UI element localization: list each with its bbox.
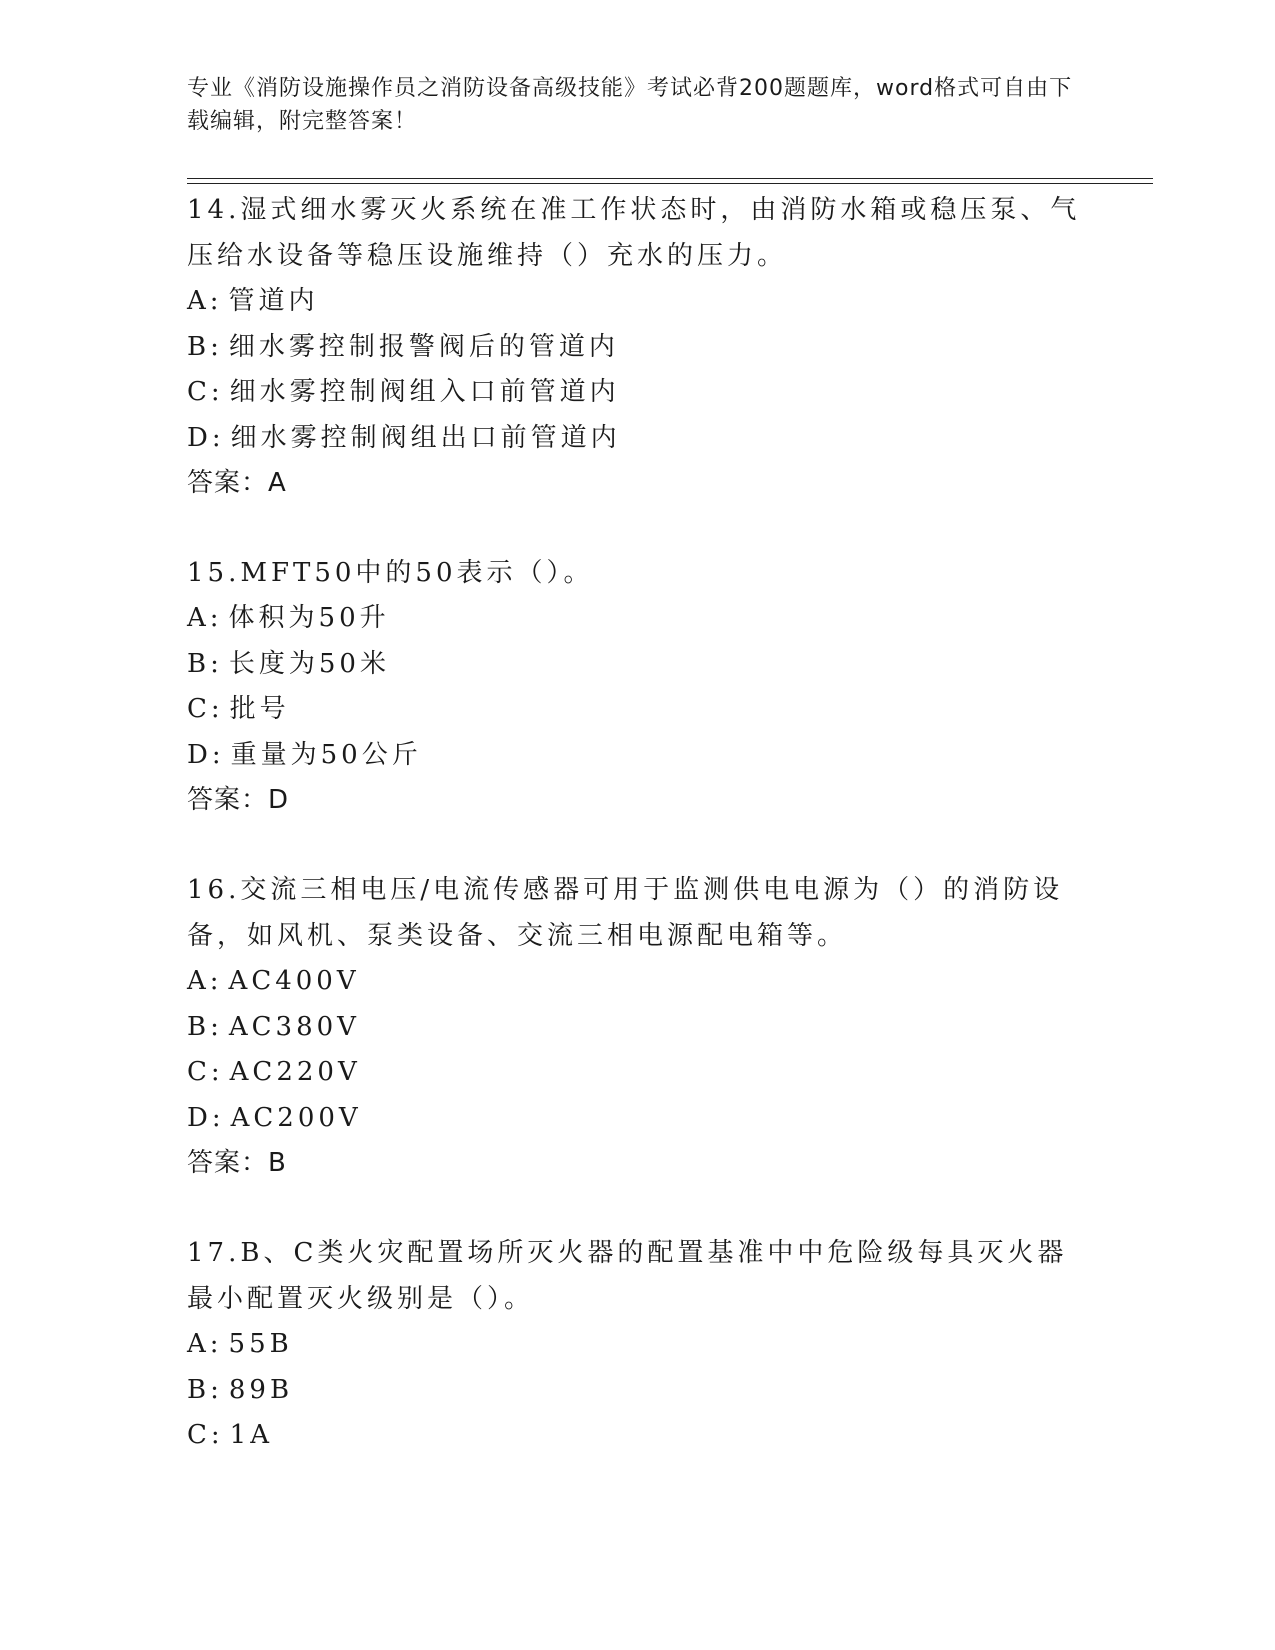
option-c <box>187 1050 1087 1096</box>
question-14 <box>187 187 1087 506</box>
option-d <box>187 1096 1087 1142</box>
option-text: AC400V <box>228 966 360 996</box>
option-key: A: <box>187 1329 223 1359</box>
option-text: 长度为50米 <box>228 648 390 679</box>
question-stem: 15.MFT50中的50表示（）。 <box>187 558 594 588</box>
option-key: D: <box>187 739 225 770</box>
option-text: 89B <box>228 1374 294 1405</box>
option-d <box>187 733 1087 779</box>
spacer <box>187 506 1087 550</box>
spacer <box>187 823 1087 867</box>
option-c <box>187 370 1087 416</box>
option-key: C: <box>187 1057 224 1087</box>
option-key: C: <box>187 1420 224 1450</box>
option-b <box>187 325 1087 371</box>
option-c <box>187 687 1087 733</box>
option-text: 批号 <box>229 694 290 724</box>
option-text: AC200V <box>230 1102 362 1133</box>
question-stem: 14.湿式细水雾灭火系统在准工作状态时，由消防水箱或稳压泵、气压给水设备等稳压设施维持（）充水的压力。 <box>187 195 1081 271</box>
option-text: 细水雾控制阀组入口前管道内 <box>229 377 620 407</box>
option-text: 细水雾控制报警阀后的管道内 <box>228 331 619 362</box>
option-b <box>187 1005 1087 1051</box>
option-text: 重量为50公斤 <box>230 739 422 770</box>
option-text: 细水雾控制阀组出口前管道内 <box>230 422 621 453</box>
option-key: D: <box>187 422 225 453</box>
option-a <box>187 596 1087 642</box>
option-b <box>187 1368 1087 1414</box>
option-key: B: <box>187 1011 223 1042</box>
option-key: A: <box>187 603 223 633</box>
option-key: B: <box>187 1374 223 1405</box>
question-list <box>187 187 1087 1459</box>
option-key: A: <box>187 286 223 316</box>
answer-label: 答案：A <box>187 468 287 498</box>
question-stem: 17.B、C类火灾配置场所灭火器的配置基准中中危险级每具灭火器最小配置灭火级别是（）。 <box>187 1238 1068 1314</box>
option-a <box>187 959 1087 1005</box>
answer-label: 答案：B <box>187 1148 287 1178</box>
option-key: C: <box>187 694 224 724</box>
answer-label: 答案：D <box>187 785 290 815</box>
option-b <box>187 642 1087 688</box>
option-c <box>187 1413 1087 1459</box>
option-text: 体积为50升 <box>228 603 390 633</box>
option-key: B: <box>187 648 223 679</box>
header-divider-top <box>187 178 1153 179</box>
option-text: 1A <box>229 1420 273 1450</box>
option-text: 管道内 <box>228 286 319 316</box>
option-text: AC220V <box>229 1057 361 1087</box>
option-a <box>187 279 1087 325</box>
option-text: AC380V <box>228 1011 360 1042</box>
question-17 <box>187 1230 1087 1459</box>
option-key: B: <box>187 331 223 362</box>
header-divider-bottom <box>187 183 1153 184</box>
spacer <box>187 1186 1087 1230</box>
option-key: A: <box>187 966 223 996</box>
option-a <box>187 1322 1087 1368</box>
question-stem: 16.交流三相电压/电流传感器可用于监测供电电源为（）的消防设备，如风机、泵类设备、交流三相电源配电箱等。 <box>187 875 1064 951</box>
option-key: D: <box>187 1102 225 1133</box>
option-d <box>187 416 1087 462</box>
question-16 <box>187 867 1087 1186</box>
option-text: 55B <box>228 1329 293 1359</box>
document-header: 专业《消防设施操作员之消防设备高级技能》考试必背200题题库，word格式可自由下载编辑，附完整答案！ <box>187 76 1073 134</box>
question-15 <box>187 550 1087 823</box>
option-key: C: <box>187 377 224 407</box>
